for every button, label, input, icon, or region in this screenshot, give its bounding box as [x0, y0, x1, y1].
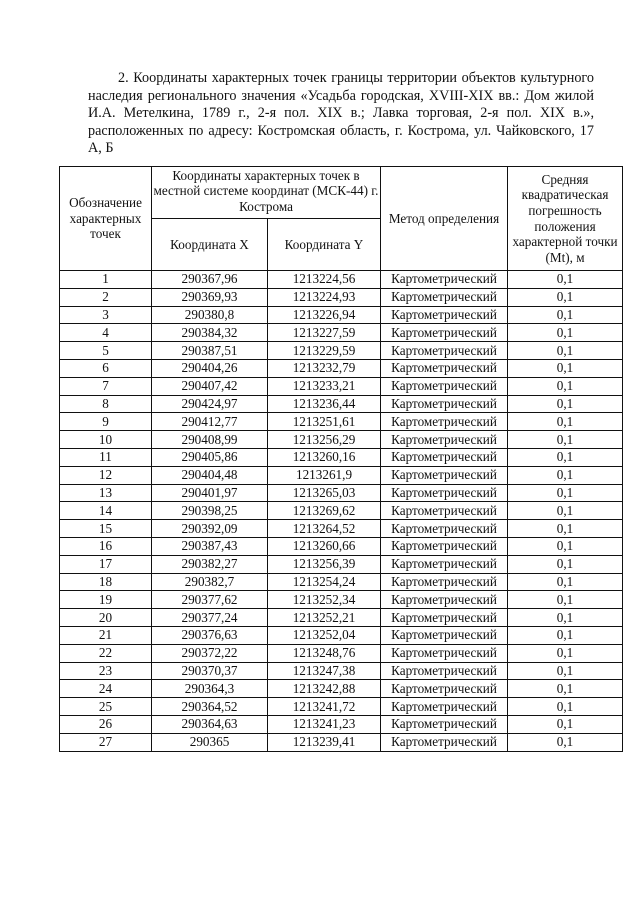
coord-y-cell: 1213224,93	[268, 288, 381, 306]
method-cell: Картометрический	[381, 306, 508, 324]
coord-y-cell: 1213251,61	[268, 413, 381, 431]
header-coord-y: Координата Y	[268, 219, 381, 271]
coord-y-cell: 1213227,59	[268, 324, 381, 342]
point-number-cell: 26	[60, 715, 152, 733]
point-number-cell: 24	[60, 680, 152, 698]
coord-x-cell: 290384,32	[152, 324, 268, 342]
table-row	[60, 502, 623, 520]
coord-x-cell: 290364,52	[152, 698, 268, 716]
method-cell: Картометрический	[381, 342, 508, 360]
table-row	[60, 288, 623, 306]
method-cell: Картометрический	[381, 715, 508, 733]
header-coord-x: Координата X	[152, 219, 268, 271]
coord-y-cell: 1213233,21	[268, 377, 381, 395]
coord-x-cell: 290372,22	[152, 644, 268, 662]
coord-y-cell: 1213260,16	[268, 448, 381, 466]
point-number-cell: 14	[60, 502, 152, 520]
method-cell: Картометрический	[381, 662, 508, 680]
coord-x-cell: 290398,25	[152, 502, 268, 520]
error-cell: 0,1	[508, 537, 623, 555]
table-row	[60, 537, 623, 555]
method-cell: Картометрический	[381, 324, 508, 342]
method-cell: Картометрический	[381, 448, 508, 466]
coord-y-cell: 1213256,39	[268, 555, 381, 573]
method-cell: Картометрический	[381, 359, 508, 377]
coord-x-cell: 290401,97	[152, 484, 268, 502]
table-row	[60, 680, 623, 698]
method-cell: Картометрический	[381, 484, 508, 502]
error-cell: 0,1	[508, 644, 623, 662]
table-row	[60, 359, 623, 377]
coord-x-cell: 290387,51	[152, 342, 268, 360]
error-cell: 0,1	[508, 555, 623, 573]
error-cell: 0,1	[508, 448, 623, 466]
point-number-cell: 27	[60, 733, 152, 751]
method-cell: Картометрический	[381, 413, 508, 431]
error-cell: 0,1	[508, 466, 623, 484]
error-cell: 0,1	[508, 306, 623, 324]
error-cell: 0,1	[508, 342, 623, 360]
table-row	[60, 715, 623, 733]
method-cell: Картометрический	[381, 644, 508, 662]
error-cell: 0,1	[508, 431, 623, 449]
error-cell: 0,1	[508, 395, 623, 413]
point-number-cell: 11	[60, 448, 152, 466]
error-cell: 0,1	[508, 715, 623, 733]
error-cell: 0,1	[508, 698, 623, 716]
error-cell: 0,1	[508, 626, 623, 644]
method-cell: Картометрический	[381, 520, 508, 538]
coord-y-cell: 1213224,56	[268, 271, 381, 289]
point-number-cell: 10	[60, 431, 152, 449]
table-row	[60, 591, 623, 609]
coord-y-cell: 1213229,59	[268, 342, 381, 360]
coord-y-cell: 1213252,04	[268, 626, 381, 644]
error-cell: 0,1	[508, 484, 623, 502]
coord-x-cell: 290380,8	[152, 306, 268, 324]
point-number-cell: 19	[60, 591, 152, 609]
method-cell: Картометрический	[381, 377, 508, 395]
point-number-cell: 15	[60, 520, 152, 538]
method-cell: Картометрический	[381, 288, 508, 306]
method-cell: Картометрический	[381, 555, 508, 573]
coord-y-cell: 1213261,9	[268, 466, 381, 484]
coord-y-cell: 1213248,76	[268, 644, 381, 662]
coord-y-cell: 1213226,94	[268, 306, 381, 324]
error-cell: 0,1	[508, 591, 623, 609]
coord-y-cell: 1213239,41	[268, 733, 381, 751]
coord-x-cell: 290392,09	[152, 520, 268, 538]
coord-y-cell: 1213264,52	[268, 520, 381, 538]
coord-y-cell: 1213269,62	[268, 502, 381, 520]
table-row	[60, 448, 623, 466]
table-row	[60, 413, 623, 431]
coord-x-cell: 290377,24	[152, 609, 268, 627]
coordinates-table	[59, 166, 623, 752]
table-row	[60, 644, 623, 662]
error-cell: 0,1	[508, 324, 623, 342]
coord-y-cell: 1213252,34	[268, 591, 381, 609]
table-row	[60, 431, 623, 449]
point-number-cell: 12	[60, 466, 152, 484]
table-row	[60, 573, 623, 591]
coord-x-cell: 290405,86	[152, 448, 268, 466]
coord-x-cell: 290364,3	[152, 680, 268, 698]
header-point-designation: Обозначение характерных точек	[60, 167, 152, 271]
error-cell: 0,1	[508, 271, 623, 289]
table-row	[60, 520, 623, 538]
method-cell: Картометрический	[381, 502, 508, 520]
header-coordinates-group: Координаты характерных точек в местной системе координат (МСК-44) г. Кострома	[152, 167, 381, 219]
point-number-cell: 16	[60, 537, 152, 555]
coord-y-cell: 1213241,72	[268, 698, 381, 716]
method-cell: Картометрический	[381, 271, 508, 289]
table-row	[60, 698, 623, 716]
method-cell: Картометрический	[381, 431, 508, 449]
error-cell: 0,1	[508, 413, 623, 431]
table-row	[60, 662, 623, 680]
coord-y-cell: 1213265,03	[268, 484, 381, 502]
coord-x-cell: 290367,96	[152, 271, 268, 289]
point-number-cell: 22	[60, 644, 152, 662]
intro-paragraph	[88, 70, 594, 158]
method-cell: Картометрический	[381, 733, 508, 751]
coord-x-cell: 290369,93	[152, 288, 268, 306]
coord-y-cell: 1213242,88	[268, 680, 381, 698]
header-method: Метод определения	[381, 167, 508, 271]
coord-y-cell: 1213256,29	[268, 431, 381, 449]
method-cell: Картометрический	[381, 680, 508, 698]
error-cell: 0,1	[508, 359, 623, 377]
error-cell: 0,1	[508, 502, 623, 520]
point-number-cell: 21	[60, 626, 152, 644]
table-row	[60, 466, 623, 484]
error-cell: 0,1	[508, 680, 623, 698]
coord-x-cell: 290407,42	[152, 377, 268, 395]
error-cell: 0,1	[508, 573, 623, 591]
intro-number: 2.	[118, 70, 129, 86]
coord-x-cell: 290365	[152, 733, 268, 751]
point-number-cell: 9	[60, 413, 152, 431]
coord-y-cell: 1213252,21	[268, 609, 381, 627]
point-number-cell: 18	[60, 573, 152, 591]
coord-x-cell: 290404,48	[152, 466, 268, 484]
error-cell: 0,1	[508, 733, 623, 751]
error-cell: 0,1	[508, 377, 623, 395]
coord-x-cell: 290370,37	[152, 662, 268, 680]
coord-y-cell: 1213236,44	[268, 395, 381, 413]
method-cell: Картометрический	[381, 537, 508, 555]
point-number-cell: 4	[60, 324, 152, 342]
coord-x-cell: 290382,27	[152, 555, 268, 573]
table-row	[60, 395, 623, 413]
coord-y-cell: 1213232,79	[268, 359, 381, 377]
method-cell: Картометрический	[381, 466, 508, 484]
coord-y-cell: 1213260,66	[268, 537, 381, 555]
coord-x-cell: 290412,77	[152, 413, 268, 431]
table-row	[60, 342, 623, 360]
point-number-cell: 8	[60, 395, 152, 413]
table-row	[60, 484, 623, 502]
method-cell: Картометрический	[381, 573, 508, 591]
point-number-cell: 25	[60, 698, 152, 716]
coord-x-cell: 290364,63	[152, 715, 268, 733]
point-number-cell: 1	[60, 271, 152, 289]
coord-x-cell: 290376,63	[152, 626, 268, 644]
table-row	[60, 271, 623, 289]
coord-y-cell: 1213254,24	[268, 573, 381, 591]
table-row	[60, 306, 623, 324]
table-row	[60, 733, 623, 751]
error-cell: 0,1	[508, 288, 623, 306]
header-error: Средняя квадратическая погрешность положения характерной точки (Mt), м	[508, 167, 623, 271]
table-row	[60, 609, 623, 627]
error-cell: 0,1	[508, 662, 623, 680]
error-cell: 0,1	[508, 520, 623, 538]
method-cell: Картометрический	[381, 591, 508, 609]
coord-x-cell: 290404,26	[152, 359, 268, 377]
table-row	[60, 626, 623, 644]
coord-x-cell: 290408,99	[152, 431, 268, 449]
intro-text: Координаты характерных точек границы территории объектов культурного наследия регионального значения «Усадьба городская, XVIII-XIX вв.: Дом жилой И.А. Метелкина, 1789 г., 2-я пол. XIX в.; Лавка торговая, 2-я пол. XIX в.», расположенных по адресу: Костромская область, г. Кострома, ул. Чайковского, 17 А, Б	[88, 70, 594, 157]
point-number-cell: 13	[60, 484, 152, 502]
coord-y-cell: 1213241,23	[268, 715, 381, 733]
point-number-cell: 2	[60, 288, 152, 306]
point-number-cell: 3	[60, 306, 152, 324]
table-body	[60, 271, 623, 752]
method-cell: Картометрический	[381, 698, 508, 716]
coord-x-cell: 290377,62	[152, 591, 268, 609]
table-row	[60, 377, 623, 395]
coord-x-cell: 290424,97	[152, 395, 268, 413]
method-cell: Картометрический	[381, 626, 508, 644]
point-number-cell: 7	[60, 377, 152, 395]
method-cell: Картометрический	[381, 395, 508, 413]
table-row	[60, 555, 623, 573]
point-number-cell: 20	[60, 609, 152, 627]
coord-x-cell: 290382,7	[152, 573, 268, 591]
point-number-cell: 6	[60, 359, 152, 377]
error-cell: 0,1	[508, 609, 623, 627]
point-number-cell: 5	[60, 342, 152, 360]
point-number-cell: 17	[60, 555, 152, 573]
coord-y-cell: 1213247,38	[268, 662, 381, 680]
method-cell: Картометрический	[381, 609, 508, 627]
table-row	[60, 324, 623, 342]
point-number-cell: 23	[60, 662, 152, 680]
coord-x-cell: 290387,43	[152, 537, 268, 555]
